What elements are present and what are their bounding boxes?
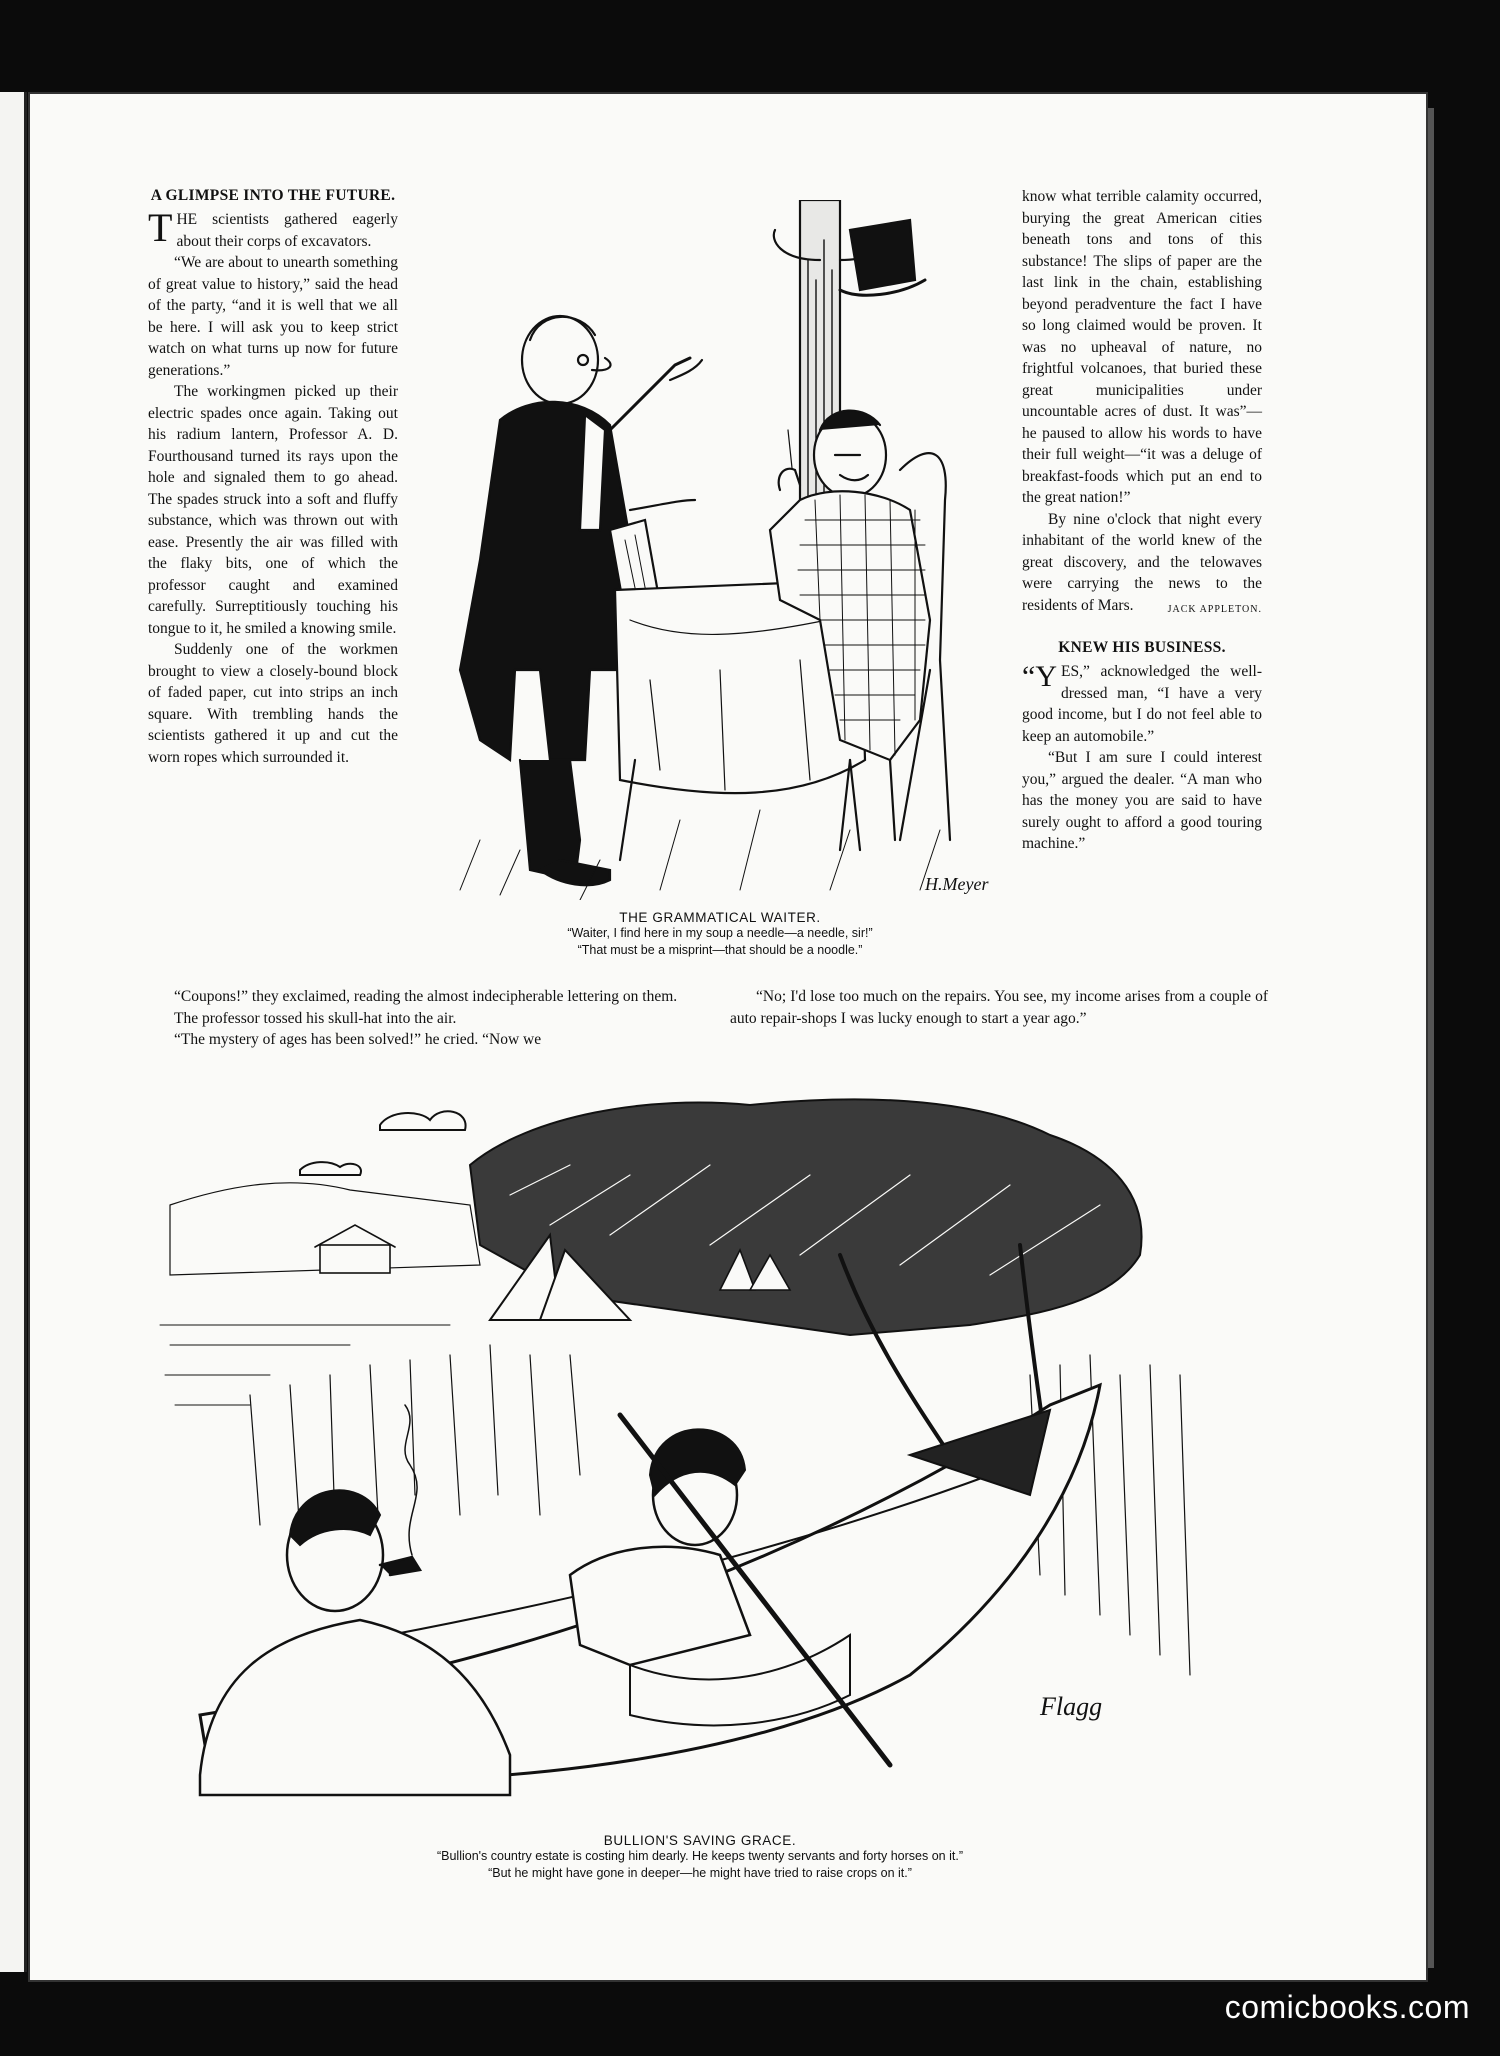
cartoon2-title: BULLION'S SAVING GRACE. [603, 1833, 797, 1848]
canoe-drawing [150, 1075, 1280, 1825]
dropcap-y: “Y [1022, 660, 1057, 693]
watermark-comicbooks: comicbooks.com [1224, 1989, 1470, 2025]
story1-paragraph-6: The professor tossed his skull-hat into the air. [174, 1009, 457, 1027]
story1-paragraph-1 [148, 205, 398, 252]
artist-signature-flagg: Flagg [1040, 1692, 1103, 1721]
headline-knew-his-business: KNEW HIS BUSINESS. [1058, 639, 1226, 656]
story-column-right [1022, 186, 1262, 855]
cartoon1-caption [440, 910, 1000, 959]
cartoon1-line-1: “Waiter, I find here in my soup a needle—a needle, sir!” [567, 926, 873, 940]
story-spanning-left [148, 986, 708, 1051]
page-edge-shadow [1428, 108, 1434, 1968]
cartoon2-line-2: “But he might have gone in deeper—he might have tried to raise crops on it.” [488, 1866, 912, 1880]
waiter-drawing [420, 200, 1020, 900]
story2-paragraph-1 [1022, 661, 1262, 747]
cartoon2-line-1: “Bullion's country estate is costing him dearly. He keeps twenty servants and forty horses on it.” [436, 1849, 963, 1863]
cartoon1-title: THE GRAMMATICAL WAITER. [619, 910, 821, 925]
cartoon-bullions-saving-grace [150, 1075, 1280, 1825]
story1-paragraph-5: “Coupons!” they exclaimed, reading the almost indecipherable lettering on them. [174, 988, 678, 1005]
cartoon-grammatical-waiter [420, 200, 1020, 900]
cartoon1-line-2: “That must be a misprint—that should be a noodle.” [577, 943, 863, 957]
story1-paragraph-7: “The mystery of ages has been solved!” he cried. “Now we [174, 1031, 542, 1048]
cartoon2-caption [250, 1833, 1150, 1882]
author-signature: JACK APPLETON. [1167, 603, 1262, 615]
headline-glimpse: A GLIMPSE INTO THE FUTURE. [150, 187, 396, 204]
story1-paragraph-4: Suddenly one of the workmen brought to view a closely-bound block of faded paper, cut into strips an inch square. With trembling hands the scientists gathered it up and cut the worn ropes which surrounded it. [148, 641, 398, 766]
story1-paragraph-3: The workingmen picked up their electric spades once again. Taking out his radium lantern, Professor A. D. Fourthousand turned its rays upon the hole and signaled them to go ahead. The spades struck into a soft and fluffy substance, which was thrown out with ease. Presently the air was filled with the flaky bits, one of which the professor caught and examined carefully. Surreptitiously touching his tongue to it, he smiled a knowing smile. [148, 383, 398, 637]
artist-signature-meyer: H.Meyer [925, 874, 989, 894]
story2-spanning [730, 986, 1268, 1029]
story2-paragraph-3: “No; I'd lose too much on the repairs. You see, my income arises from a couple of auto repair-shops I was lucky enough to start a year ago.” [730, 988, 1268, 1027]
story1-p1-text: HE scientists gathered eagerly about their corps of excavators. [176, 211, 398, 250]
story1-paragraph-2: “We are about to unearth something of great value to history,” said the head of the party, “and it is well that we all be here. I will ask you to keep strict watch on what turns up now for future generations.” [148, 254, 398, 379]
story2-p1-text: ES,” acknowledged the well-dressed man, “I have a very good income, but I do not feel able to keep an automobile.” [1022, 663, 1262, 745]
dropcap-t: T [148, 205, 173, 250]
left-page-edge [0, 92, 27, 1972]
story1-paragraph-mars [1022, 509, 1262, 617]
story1-mars-text: By nine o'clock that night every inhabitant of the world knew of the great discovery, and the telowaves were carrying the news to the residents of Mars. [1022, 510, 1262, 614]
story1-continued-paragraph: know what terrible calamity occurred, burying the great American cities beneath tons and tons of this substance! The slips of paper are the last link in the chain, establishing beyond peradventure the fact I have so long claimed would be proven. It was no upheaval of nature, no frightful volcanoes, that buried these great municipalities under uncountable acres of dust. It was”—he paused to allow his words to have their full weight—“it was a deluge of breakfast-foods which put an end to the great nation!” [1022, 188, 1262, 506]
story-column-left [148, 186, 398, 768]
story2-paragraph-2: “But I am sure I could interest you,” argued the dealer. “A man who has the money you are said to have surely ought to afford a good touring machine.” [1022, 749, 1262, 852]
